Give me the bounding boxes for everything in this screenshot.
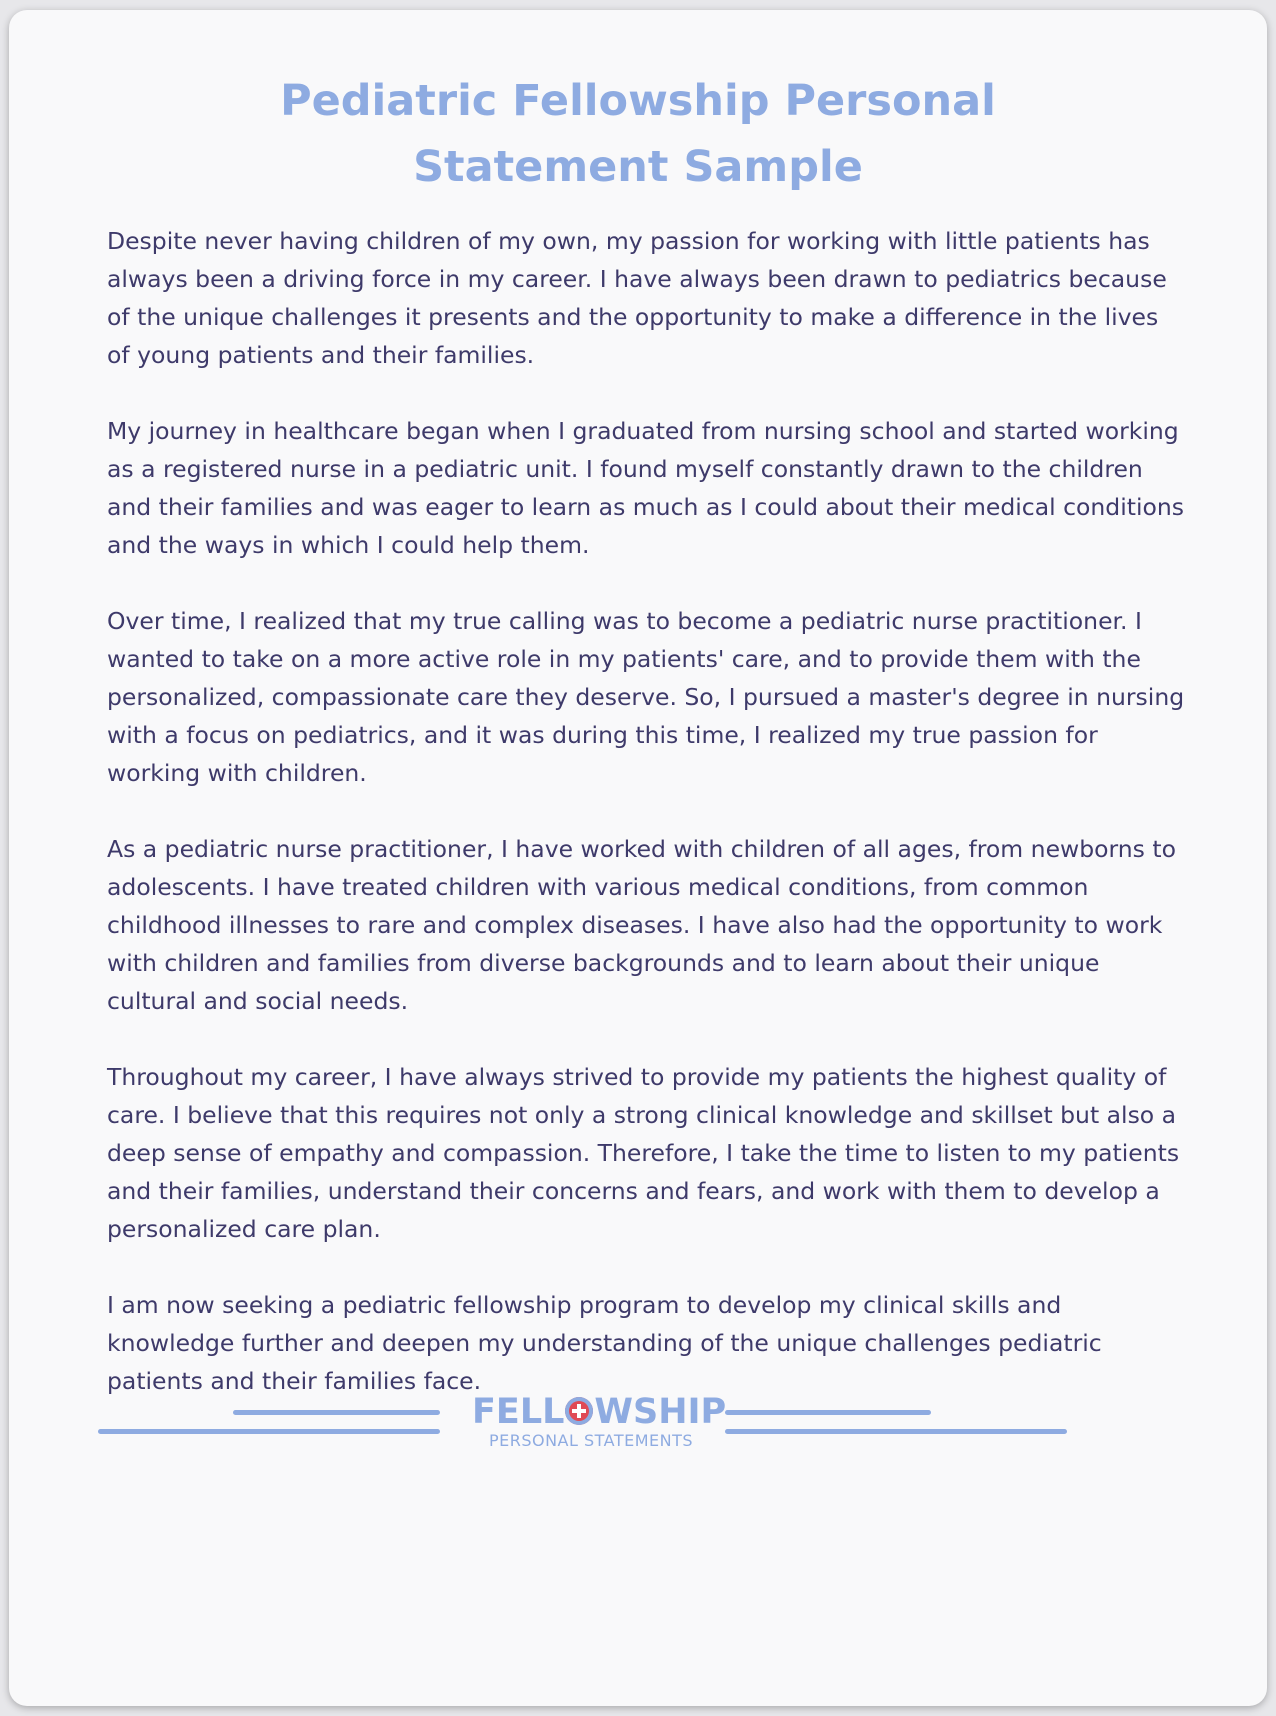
decorative-line-right-upper bbox=[725, 1410, 931, 1415]
paragraph: I am now seeking a pediatric fellowship program to develop my clinical skills and knowledge further and deepen my understanding of the unique challenges pediatric patients and their families face. bbox=[107, 1291, 1102, 1395]
paragraph: As a pediatric nurse practitioner, I have worked with children of all ages, from newborns to adolescents. I have treated children with various medical conditions, from common childhood illnesses to rare and complex diseases. I have also had the opportunity to work with children and families from diverse backgrounds and to learn about their unique cultural and social needs. bbox=[107, 835, 1176, 1015]
document-page bbox=[9, 10, 1267, 1706]
logo-wordmark bbox=[472, 1392, 727, 1432]
logo-subtitle: PERSONAL STATEMENTS bbox=[488, 1431, 694, 1450]
fellowship-logo bbox=[472, 1392, 727, 1450]
logo-word-end: WSHIP bbox=[594, 1392, 727, 1432]
paragraph: Throughout my career, I have always strived to provide my patients the highest quality of care. I believe that this requires not only a strong clinical knowledge and skillset but also a deep sense of empathy and compassion. Therefore, I take the time to listen to my patients and their families, understand their concerns and fears, and work with them to develop a personalized care plan. bbox=[107, 1063, 1180, 1243]
page-title bbox=[9, 68, 1267, 200]
paragraph: Over time, I realized that my true calling was to become a pediatric nurse practitioner. I wanted to take on a more active role in my patients' care, and to provide them with the personalized, compassionate care they deserve. So, I pursued a master's degree in nursing with a focus on pediatrics, and it was during this time, I realized my true passion for working with children. bbox=[107, 607, 1185, 787]
decorative-line-right-lower bbox=[725, 1429, 1067, 1434]
decorative-line-left-lower bbox=[98, 1429, 440, 1434]
statement-body bbox=[107, 222, 1187, 1438]
paragraph: My journey in healthcare began when I graduated from nursing school and started working as a registered nurse in a pediatric unit. I found myself constantly drawn to the children and their families and was eager to learn as much as I could about their medical conditions and the ways in which I could help them. bbox=[107, 417, 1184, 559]
title-line-2: Statement Sample bbox=[413, 142, 863, 192]
medical-cross-icon bbox=[565, 1397, 593, 1425]
title-line-1: Pediatric Fellowship Personal bbox=[280, 76, 996, 126]
logo-word-start: FELL bbox=[472, 1392, 565, 1432]
paragraph: Despite never having children of my own, my passion for working with little patients has always been a driving force in my career. I have always been drawn to pediatrics because of the unique challenges it presents and the opportunity to make a difference in the lives of young patients and their families. bbox=[107, 227, 1167, 369]
decorative-line-left-upper bbox=[233, 1410, 440, 1415]
